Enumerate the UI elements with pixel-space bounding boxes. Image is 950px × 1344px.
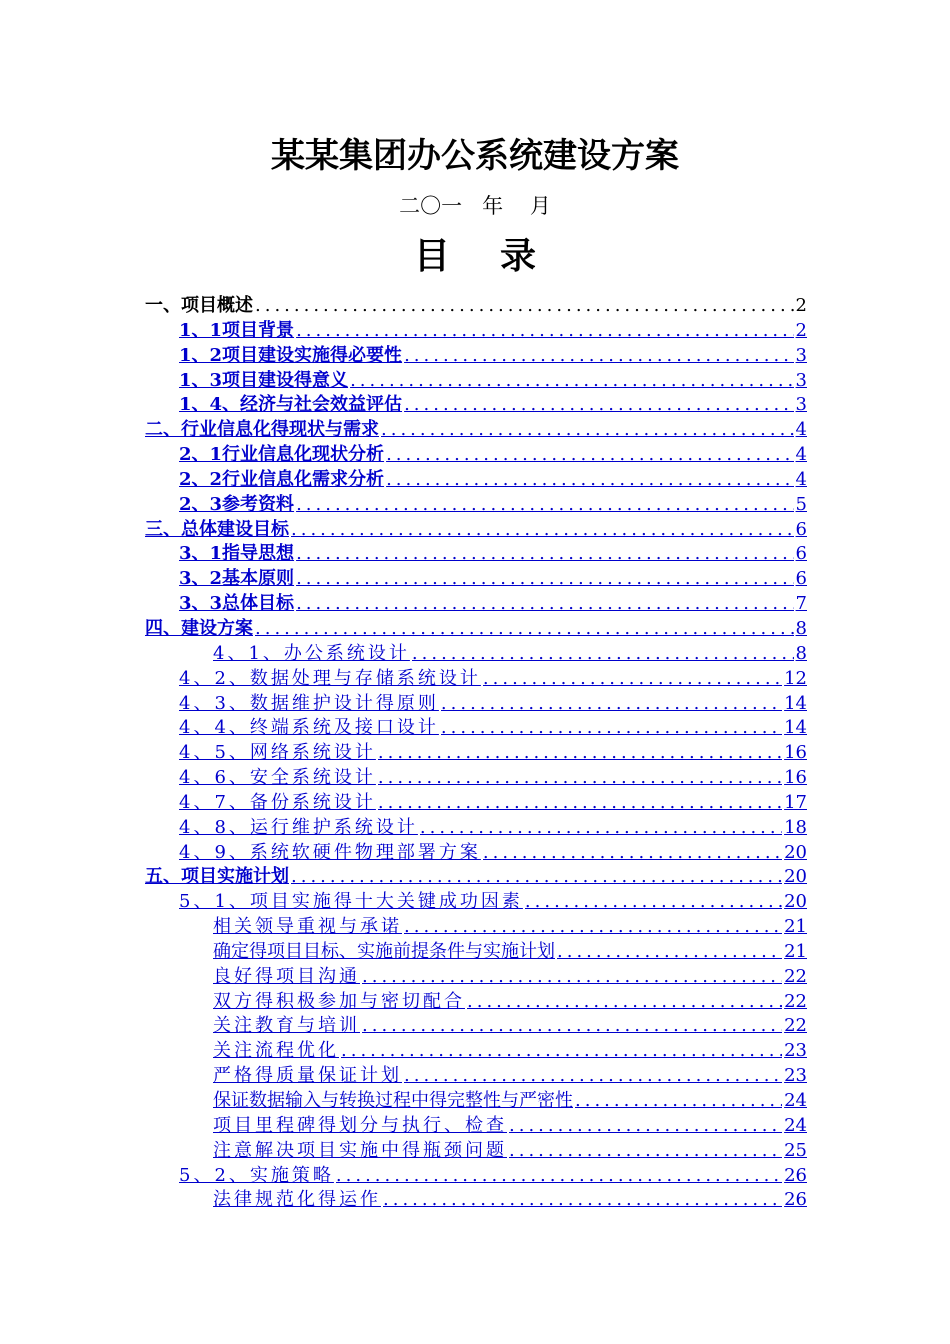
toc-leader-dots (296, 542, 793, 567)
toc-entry-label: 项目里程碑得划分与执行、检查 (213, 1114, 507, 1136)
toc-entry[interactable] (145, 1089, 807, 1114)
toc-entry-label: 注意解决项目实施中得瓶颈问题 (213, 1139, 507, 1161)
toc-entry-label: 1、1项目背景 (179, 319, 295, 341)
toc-leader-dots (386, 468, 793, 493)
toc-entry-page: 8 (795, 642, 807, 664)
toc-entry-page: 20 (784, 891, 807, 913)
toc-leader-dots (255, 617, 794, 642)
toc-entry[interactable] (145, 1114, 807, 1139)
toc-entry[interactable] (145, 1064, 807, 1089)
toc-entry-label: 4、3、数据维护设计得原则 (179, 692, 439, 714)
toc-entry[interactable] (145, 617, 807, 642)
toc-entry-page: 24 (784, 1090, 807, 1111)
toc-leader-dots (296, 319, 793, 344)
toc-entry[interactable] (145, 1014, 807, 1039)
toc-entry-page: 25 (784, 1139, 807, 1161)
toc-entry-label: 3、3总体目标 (179, 593, 295, 615)
toc-entry-page: 23 (784, 1040, 807, 1062)
toc-entry-page: 4 (795, 444, 807, 466)
toc-entry[interactable] (145, 741, 807, 766)
toc-entry-label: 3、1指导思想 (179, 543, 295, 565)
toc-entry-label: 4、7、备份系统设计 (179, 791, 376, 813)
toc-leader-dots (483, 667, 782, 692)
toc-leader-dots (350, 369, 793, 394)
toc-entry-page: 16 (784, 767, 807, 789)
toc-entry[interactable] (145, 418, 807, 443)
toc-entry[interactable] (145, 393, 807, 418)
toc-entry (145, 294, 807, 319)
toc-entry-page: 17 (784, 791, 807, 813)
toc-entry[interactable] (145, 940, 807, 965)
toc-entry[interactable] (145, 567, 807, 592)
toc-entry-page: 3 (795, 344, 807, 366)
toc-entry-label: 1、3项目建设得意义 (179, 369, 349, 391)
toc-entry[interactable] (145, 915, 807, 940)
toc-leader-dots (483, 841, 782, 866)
toc-entry-page: 26 (784, 1164, 807, 1186)
toc-leader-dots (404, 915, 782, 940)
toc-entry-page: 6 (795, 568, 807, 590)
toc-entry[interactable] (145, 542, 807, 567)
toc-entry-label: 四、建设方案 (145, 617, 253, 639)
toc-entry[interactable] (145, 443, 807, 468)
toc-leader-dots (296, 592, 793, 617)
toc-leader-dots (362, 1014, 782, 1039)
toc-leader-dots (362, 965, 782, 990)
toc-entry[interactable] (145, 791, 807, 816)
toc-leader-dots (381, 418, 794, 443)
toc-leader-dots (291, 865, 782, 890)
toc-leader-dots (255, 294, 794, 319)
toc-entry[interactable] (145, 667, 807, 692)
toc-entry-page: 26 (784, 1189, 807, 1211)
toc-entry-label: 4、2、数据处理与存储系统设计 (179, 667, 481, 689)
toc-entry-label: 一、项目概述 (145, 295, 253, 316)
toc-entry-page: 2 (795, 319, 807, 341)
toc-leader-dots (441, 692, 782, 717)
toc-leader-dots (386, 443, 793, 468)
toc-leader-dots (378, 791, 782, 816)
toc-entry-label: 保证数据输入与转换过程中得完整性与严密性 (213, 1090, 573, 1111)
toc-entry-label: 4、5、网络系统设计 (179, 742, 376, 764)
toc-entry-page: 14 (784, 692, 807, 714)
toc-entry-page: 20 (784, 866, 807, 888)
toc-entry-page: 18 (784, 816, 807, 838)
toc-leader-dots (441, 716, 782, 741)
toc-entry-page: 2 (795, 295, 807, 316)
toc-leader-dots (291, 518, 794, 543)
toc-entry-page: 6 (795, 543, 807, 565)
toc-entry-label: 严格得质量保证计划 (213, 1065, 402, 1087)
toc-entry-page: 16 (784, 742, 807, 764)
toc-entry-label: 4、9、系统软硬件物理部署方案 (179, 841, 481, 863)
toc-entry[interactable] (145, 642, 807, 667)
toc-entry-label: 1、4、经济与社会效益评估 (179, 394, 403, 416)
toc-entry-page: 14 (784, 717, 807, 739)
toc-entry[interactable] (145, 766, 807, 791)
toc-entry-page: 3 (795, 369, 807, 391)
toc-leader-dots (341, 1039, 782, 1064)
toc-entry-page: 12 (784, 667, 807, 689)
toc-leader-dots (296, 493, 793, 518)
toc-entry-page: 21 (784, 916, 807, 938)
toc-leader-dots (509, 1139, 782, 1164)
toc-entry-label: 相关领导重视与承诺 (213, 916, 402, 938)
toc-entry[interactable] (145, 592, 807, 617)
toc-entry[interactable] (145, 344, 807, 369)
toc-entry[interactable] (145, 1039, 807, 1064)
toc-entry-label: 五、项目实施计划 (145, 866, 289, 888)
toc-leader-dots (378, 766, 782, 791)
toc-entry-label: 5、1、项目实施得十大关键成功因素 (179, 891, 523, 913)
toc-entry-page: 6 (795, 518, 807, 540)
toc-entry-page: 20 (784, 841, 807, 863)
toc-entry[interactable] (145, 1139, 807, 1164)
toc-entry-page: 8 (795, 617, 807, 639)
toc-leader-dots (383, 1188, 782, 1213)
toc-entry-label: 双方得积极参加与密切配合 (213, 990, 465, 1012)
toc-entry-label: 4、8、运行维护系统设计 (179, 816, 418, 838)
toc-leader-dots (467, 990, 782, 1015)
toc-entry[interactable] (145, 965, 807, 990)
toc-leader-dots (404, 393, 793, 418)
toc-entry[interactable] (145, 468, 807, 493)
toc-entry-page: 21 (784, 940, 807, 962)
toc-entry[interactable] (145, 841, 807, 866)
toc-entry-label: 3、2基本原则 (179, 568, 295, 590)
toc-entry-label: 二、行业信息化得现状与需求 (145, 419, 379, 441)
toc-entry[interactable] (145, 816, 807, 841)
date-line: 二〇一 年 月 (399, 194, 551, 218)
toc-entry[interactable] (145, 716, 807, 741)
toc-leader-dots (378, 741, 782, 766)
toc-entry[interactable] (145, 1164, 807, 1189)
toc-leader-dots (404, 1064, 782, 1089)
toc-leader-dots (525, 890, 782, 915)
toc-leader-dots (412, 642, 794, 667)
toc-entry-page: 3 (795, 394, 807, 416)
toc-entry-label: 良好得项目沟通 (213, 965, 360, 987)
toc-entry[interactable] (145, 369, 807, 394)
toc-entry-label: 法律规范化得运作 (213, 1189, 381, 1211)
toc-entry-label: 2、3参考资料 (179, 493, 295, 515)
toc-entry-page: 5 (795, 493, 807, 515)
toc-entry[interactable] (145, 692, 807, 717)
toc-entry-page: 4 (795, 468, 807, 490)
toc-entry-page: 7 (795, 593, 807, 615)
toc-entry[interactable] (145, 1188, 807, 1213)
toc-entry-page: 23 (784, 1065, 807, 1087)
document-title: 某某集团办公系统建设方案 (271, 136, 679, 176)
toc-entry-label: 关注教育与培训 (213, 1015, 360, 1037)
toc-entry-label: 2、2行业信息化需求分析 (179, 468, 385, 490)
toc-entry-page: 22 (784, 1015, 807, 1037)
toc-entry-label: 1、2项目建设实施得必要性 (179, 344, 403, 366)
toc-entry-label: 确定得项目目标、实施前提条件与实施计划 (213, 940, 555, 962)
toc-leader-dots (509, 1114, 782, 1139)
toc-entry-page: 24 (784, 1114, 807, 1136)
toc-entry-page: 4 (795, 419, 807, 441)
toc-entry-label: 三、总体建设目标 (145, 518, 289, 540)
toc-entry[interactable] (145, 990, 807, 1015)
toc-leader-dots (575, 1089, 782, 1114)
toc-entry[interactable] (145, 890, 807, 915)
toc-entry-label: 4、1、办公系统设计 (213, 642, 410, 664)
toc-leader-dots (296, 567, 793, 592)
toc-entry-label: 4、6、安全系统设计 (179, 767, 376, 789)
toc-entry[interactable] (145, 865, 807, 890)
toc-leader-dots (336, 1164, 782, 1189)
toc-entry-label: 5、2、实施策略 (179, 1164, 334, 1186)
toc-entry[interactable] (145, 518, 807, 543)
toc-entry[interactable] (145, 493, 807, 518)
toc-heading: 目 录 (413, 236, 537, 277)
table-of-contents (145, 294, 807, 1213)
toc-entry-page: 22 (784, 965, 807, 987)
toc-entry-label: 2、1行业信息化现状分析 (179, 444, 385, 466)
toc-entry-label: 关注流程优化 (213, 1040, 339, 1062)
toc-entry-label: 4、4、终端系统及接口设计 (179, 717, 439, 739)
toc-leader-dots (557, 940, 782, 965)
toc-entry[interactable] (145, 319, 807, 344)
toc-leader-dots (420, 816, 782, 841)
toc-leader-dots (404, 344, 793, 369)
toc-entry-page: 22 (784, 990, 807, 1012)
